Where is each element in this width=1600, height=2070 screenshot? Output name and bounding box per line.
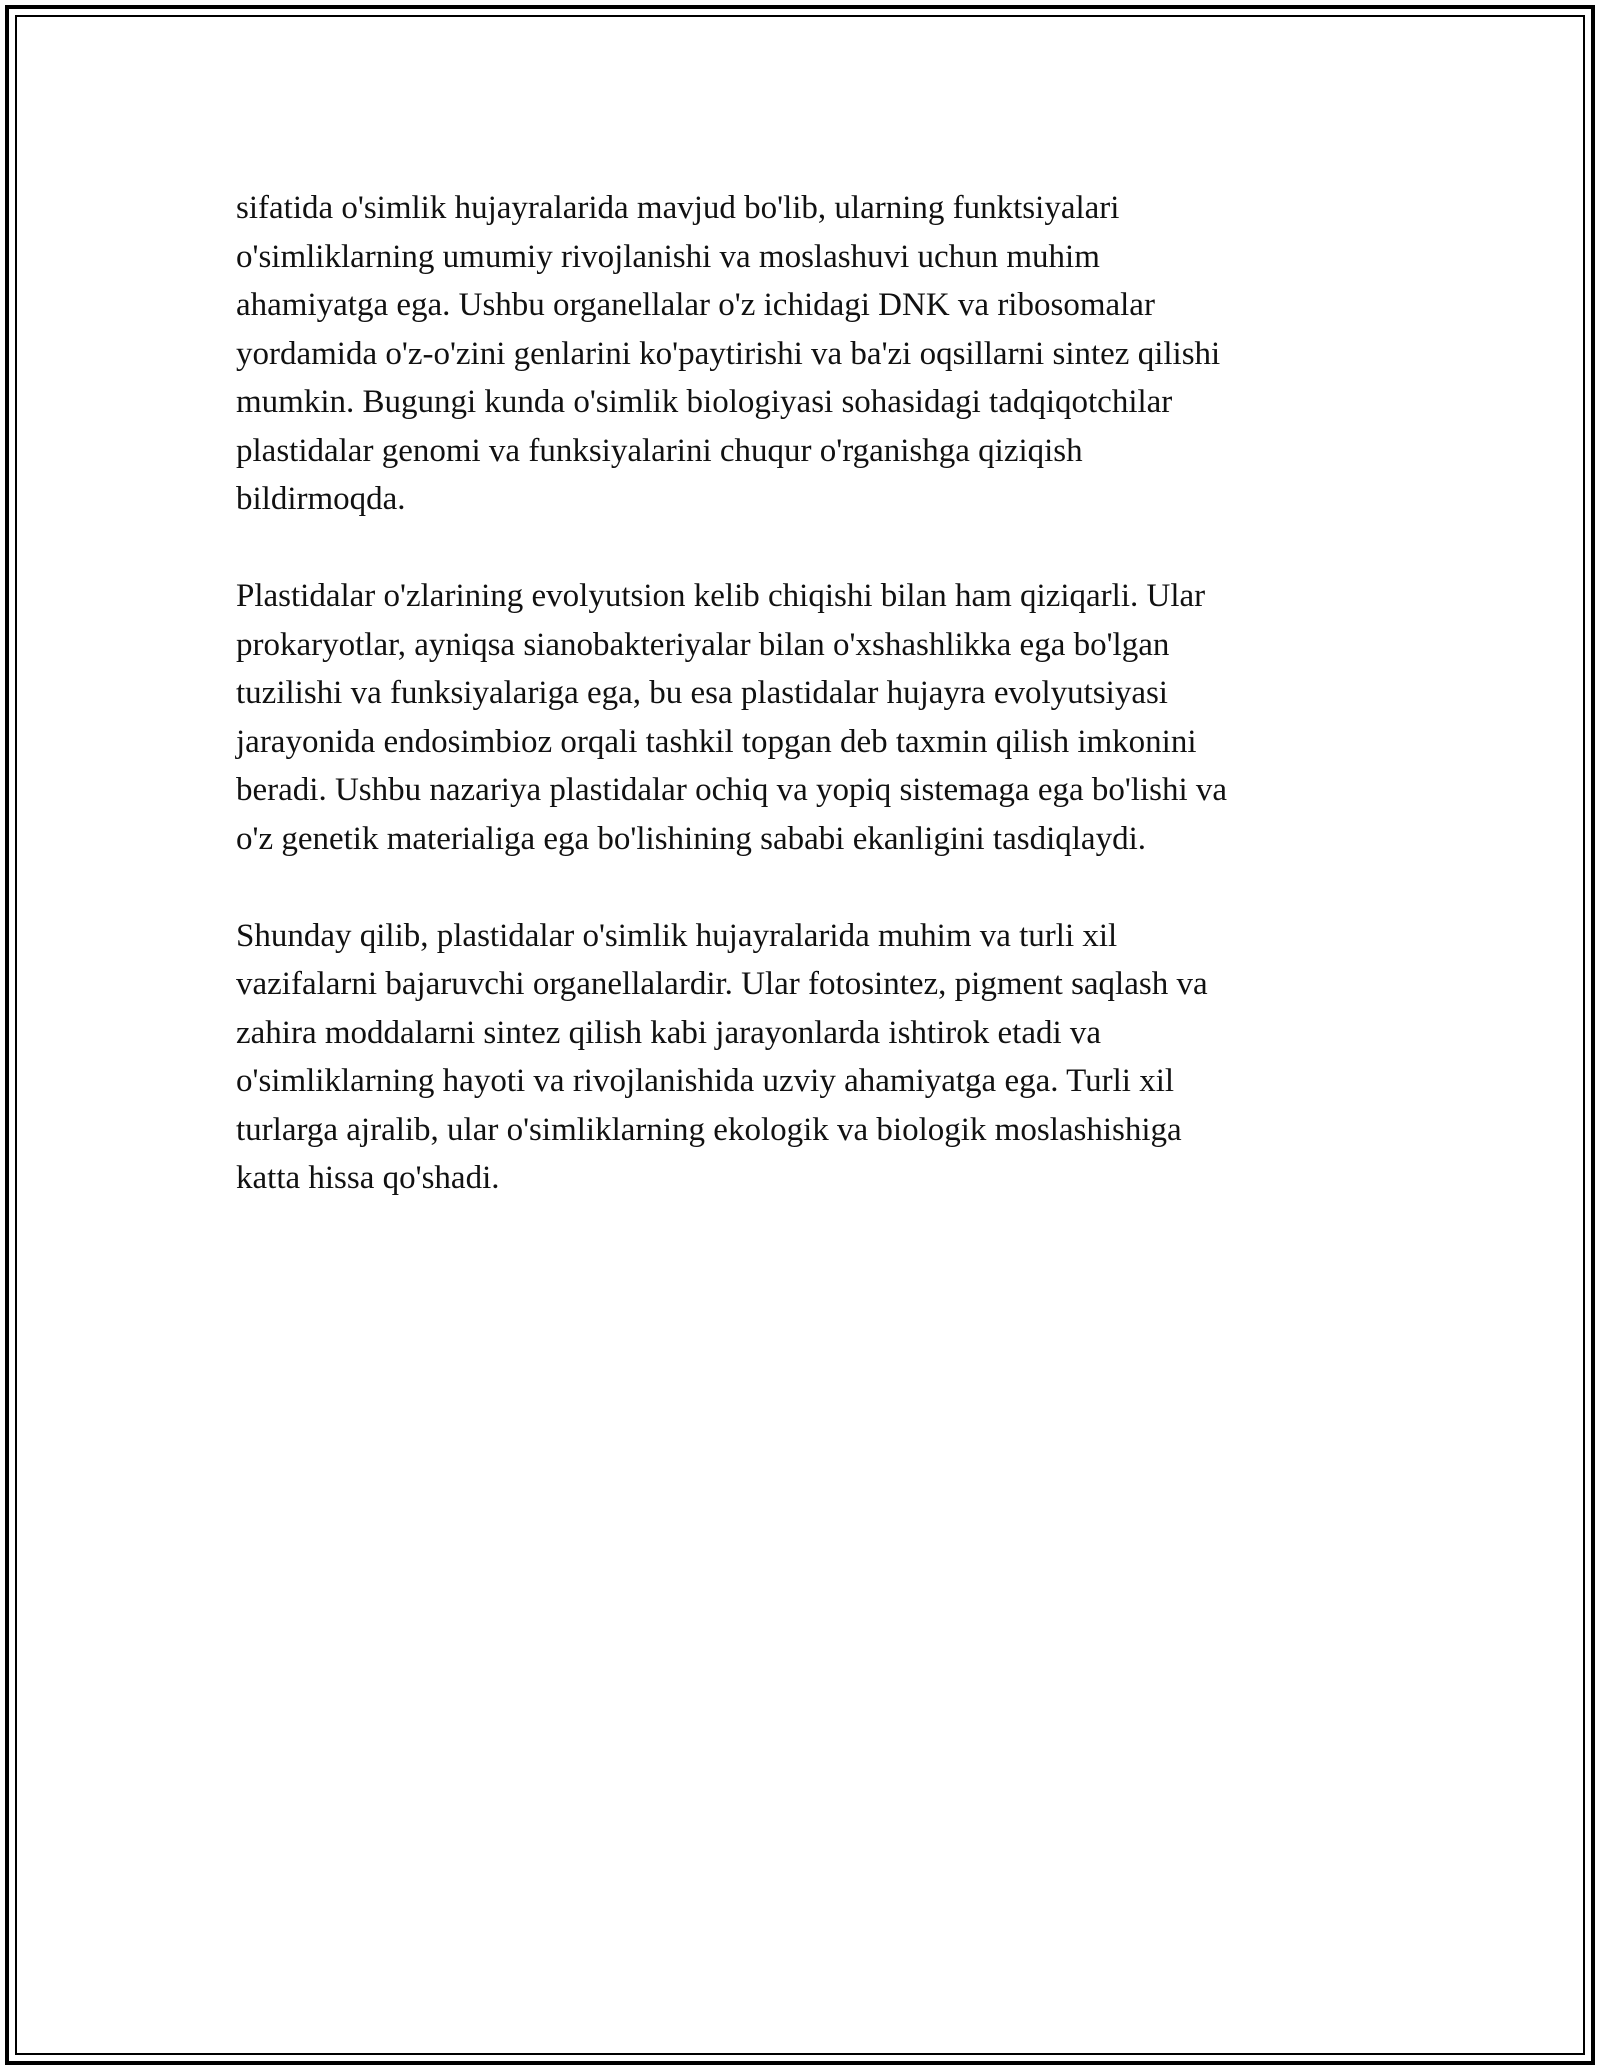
text-line: ahamiyatga ega. Ushbu organellalar o'z ichidagi DNK va ribosomalar xyxy=(236,287,1155,323)
text-line: Plastidalar o'zlarining evolyutsion kelib chiqishi bilan ham qiziqarli. Ular xyxy=(236,578,1206,614)
text-line: prokaryotlar, ayniqsa sianobakteriyalar bilan o'xshashlikka ega bo'lgan xyxy=(236,626,1170,663)
text-line: katta hissa qo'shadi. xyxy=(236,1160,500,1196)
text-line: plastidalar genomi va funksiyalarini chuqur o'rganishga qiziqish xyxy=(236,432,1083,469)
text-line: tuzilishi va funksiyalariga ega, bu esa plastidalar hujayra evolyutsiyasi xyxy=(236,675,1168,711)
text-line: jarayonida endosimbioz orqali tashkil topgan deb taxmin qilish imkonini xyxy=(236,723,1197,760)
text-line: turlarga ajralib, ular o'simliklarning ekologik va biologik moslashishiga xyxy=(236,1111,1182,1148)
text-line: mumkin. Bugungi kunda o'simlik biologiyasi sohasidagi tadqiqotchilar xyxy=(236,384,1173,420)
text-line: o'z genetik materialiga ega bo'lishining sababi ekanligini tasdiqlaydi. xyxy=(236,820,1146,857)
text-line: o'simliklarning umumiy rivojlanishi va moslashuvi uchun muhim xyxy=(236,238,1100,275)
paragraph-1 xyxy=(236,184,1361,524)
text-line: yordamida o'z-o'zini genlarini ko'paytirishi va ba'zi oqsillarni sintez qilishi xyxy=(236,335,1221,372)
text-line: zahira moddalarni sintez qilish kabi jarayonlarda ishtirok etadi va xyxy=(236,1014,1102,1051)
text-line: o'simliklarning hayoti va rivojlanishida uzviy ahamiyatga ega. Turli xil xyxy=(236,1063,1175,1099)
text-line: beradi. Ushbu nazariya plastidalar ochiq va yopiq sistemaga ega bo'lishi va xyxy=(236,772,1228,808)
text-line: vazifalarni bajaruvchi organellalardir. Ular fotosintez, pigment saqlash va xyxy=(236,966,1208,1002)
paragraph-3 xyxy=(236,912,1361,1203)
text-line: bildirmoqda. xyxy=(236,481,406,517)
text-line: Shunday qilib, plastidalar o'simlik hujayralarida muhim va turli xil xyxy=(236,917,1118,954)
paragraph-2 xyxy=(236,572,1361,863)
text-line: sifatida o'simlik hujayralarida mavjud bo'lib, ularning funktsiyalari xyxy=(236,190,1120,226)
document-body xyxy=(236,184,1361,1251)
